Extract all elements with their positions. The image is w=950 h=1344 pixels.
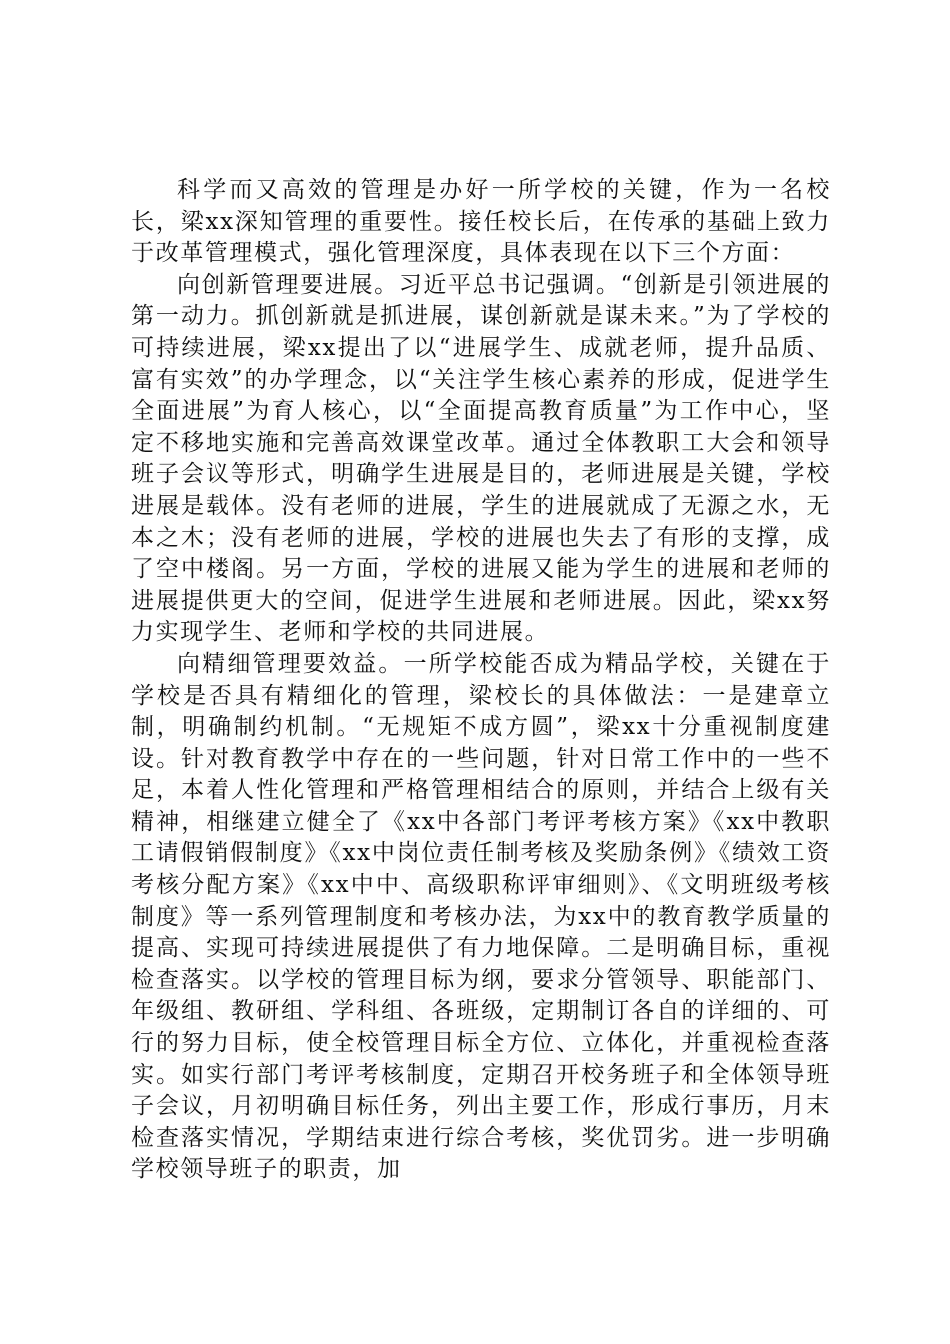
paragraph-innovation: 向创新管理要进展。习近平总书记强调。“创新是引领进展的第一动力。抓创新就是抓进展，谋创新就是谋未来。”为了学校的可持续进展，梁xx提出了以“进展学生、成就老师，提升品质、富有实效”的办学理念，以“关注学生核心素养的形成，促进学生全面进展”为育人核心，以“全面提高教育质量”为工作中心，坚定不移地实施和完善高效课堂改革。通过全体教职工大会和领导班子会议等形式，明确学生进展是目的，老师进展是关键，学校进展是载体。没有老师的进展，学生的进展就成了无源之水，无本之木；没有老师的进展，学校的进展也失去了有形的支撑，成了空中楼阁。另一方面，学校的进展又能为学生的进展和老师的进展提供更大的空间，促进学生进展和老师进展。因此，梁xx努力实现学生、老师和学校的共同进展。 (131, 271, 831, 646)
document-body (131, 175, 831, 1186)
paragraph-refined-management: 向精细管理要效益。一所学校能否成为精品学校，关键在于学校是否具有精细化的管理，梁校长的具体做法：一是建章立制，明确制约机制。“无规矩不成方圆”，梁xx十分重视制度建设。针对教育教学中存在的一些问题，针对日常工作中的一些不足，本着人性化管理和严格管理相结合的原则，并结合上级有关精神，相继建立健全了《xx中各部门考评考核方案》《xx中教职工请假销假制度》《xx中岗位责任制考核及奖励条例》《绩效工资考核分配方案》《xx中中、高级职称评审细则》、《文明班级考核制度》等一系列管理制度和考核办法，为xx中的教育教学质量的提高、实现可持续进展提供了有力地保障。二是明确目标，重视检查落实。以学校的管理目标为纲，要求分管领导、职能部门、年级组、教研组、学科组、各班级，定期制订各自的详细的、可行的努力目标，使全校管理目标全方位、立体化，并重视检查落实。如实行部门考评考核制度，定期召开校务班子和全体领导班子会议，月初明确目标任务，列出主要工作，形成行事历，月末检查落实情况，学期结束进行综合考核，奖优罚劣。进一步明确学校领导班子的职责，加 (131, 650, 831, 1183)
paragraph-intro: 科学而又高效的管理是办好一所学校的关键，作为一名校长，梁xx深知管理的重要性。接任校长后，在传承的基础上致力于改革管理模式，强化管理深度，具体表现在以下三个方面： (131, 177, 831, 267)
